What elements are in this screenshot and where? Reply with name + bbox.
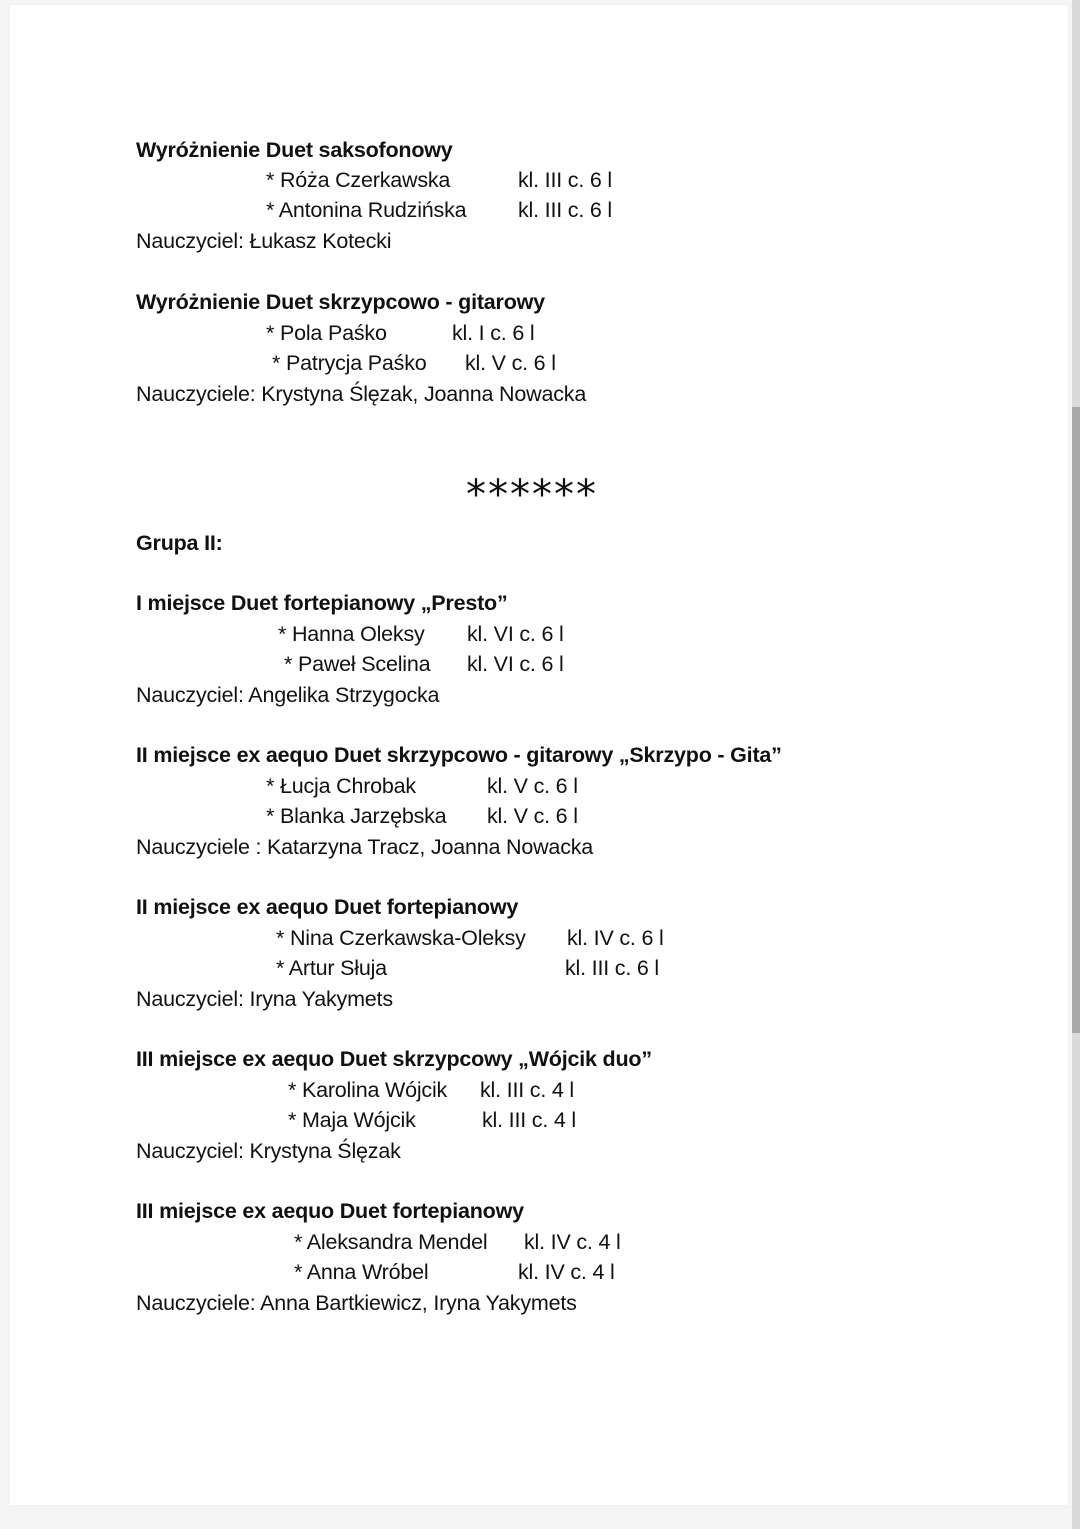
member-name: * Nina Czerkawska-Oleksy: [276, 926, 526, 950]
section-heading: II miejsce ex aequo Duet fortepianowy: [136, 895, 519, 919]
member-name: * Blanka Jarzębska: [266, 804, 447, 828]
document-page: [10, 5, 1068, 1505]
section-separator: ******: [466, 472, 598, 518]
member-name: * Patrycja Paśko: [272, 351, 427, 375]
member-class: kl. VI c. 6 l: [467, 652, 564, 676]
member-class: kl. III c. 4 l: [480, 1078, 574, 1102]
teacher-line: Nauczyciele : Katarzyna Tracz, Joanna Nowacka: [136, 835, 594, 859]
member-class: kl. III c. 6 l: [518, 198, 612, 222]
teacher-line: Nauczyciele: Krystyna Ślęzak, Joanna Nowacka: [136, 382, 587, 406]
teacher-line: Nauczyciel: Angelika Strzygocka: [136, 683, 440, 707]
member-class: kl. V c. 6 l: [465, 351, 556, 375]
member-name: * Aleksandra Mendel: [294, 1230, 488, 1254]
section-heading: III miejsce ex aequo Duet fortepianowy: [136, 1199, 524, 1223]
member-class: kl. I c. 6 l: [452, 321, 535, 345]
teacher-line: Nauczyciel: Łukasz Kotecki: [136, 229, 392, 253]
teacher-line: Nauczyciel: Iryna Yakymets: [136, 987, 393, 1011]
scrollbar[interactable]: [1072, 0, 1080, 1529]
member-class: kl. IV c. 6 l: [567, 926, 664, 950]
member-class: kl. III c. 6 l: [518, 168, 612, 192]
member-class: kl. IV c. 4 l: [524, 1230, 621, 1254]
group-title: Grupa II:: [136, 531, 223, 555]
member-name: * Hanna Oleksy: [278, 622, 425, 646]
section-heading: I miejsce Duet fortepianowy „Presto”: [136, 591, 508, 615]
member-name: * Maja Wójcik: [288, 1108, 416, 1132]
member-class: kl. III c. 4 l: [482, 1108, 576, 1132]
member-class: kl. V c. 6 l: [487, 804, 578, 828]
member-name: * Pola Paśko: [266, 321, 387, 345]
member-name: * Róża Czerkawska: [266, 168, 451, 192]
section-heading: II miejsce ex aequo Duet skrzypcowo - gitarowy „Skrzypo - Gita”: [136, 743, 782, 767]
member-class: kl. V c. 6 l: [487, 774, 578, 798]
member-class: kl. VI c. 6 l: [467, 622, 564, 646]
member-name: * Antonina Rudzińska: [266, 198, 467, 222]
member-class: kl. IV c. 4 l: [518, 1260, 615, 1284]
section-heading: Wyróżnienie Duet skrzypcowo - gitarowy: [136, 290, 545, 314]
teacher-line: Nauczyciele: Anna Bartkiewicz, Iryna Yakymets: [136, 1291, 577, 1315]
section-heading: III miejsce ex aequo Duet skrzypcowy „Wójcik duo”: [136, 1047, 652, 1071]
scrollbar-thumb[interactable]: [1072, 407, 1080, 1033]
teacher-line: Nauczyciel: Krystyna Ślęzak: [136, 1139, 401, 1163]
member-name: * Paweł Scelina: [284, 652, 431, 676]
member-name: * Karolina Wójcik: [288, 1078, 448, 1102]
member-name: * Artur Słuja: [276, 956, 387, 980]
member-name: * Łucja Chrobak: [266, 774, 416, 798]
section-heading: Wyróżnienie Duet saksofonowy: [136, 138, 453, 162]
member-class: kl. III c. 6 l: [565, 956, 659, 980]
member-name: * Anna Wróbel: [294, 1260, 429, 1284]
